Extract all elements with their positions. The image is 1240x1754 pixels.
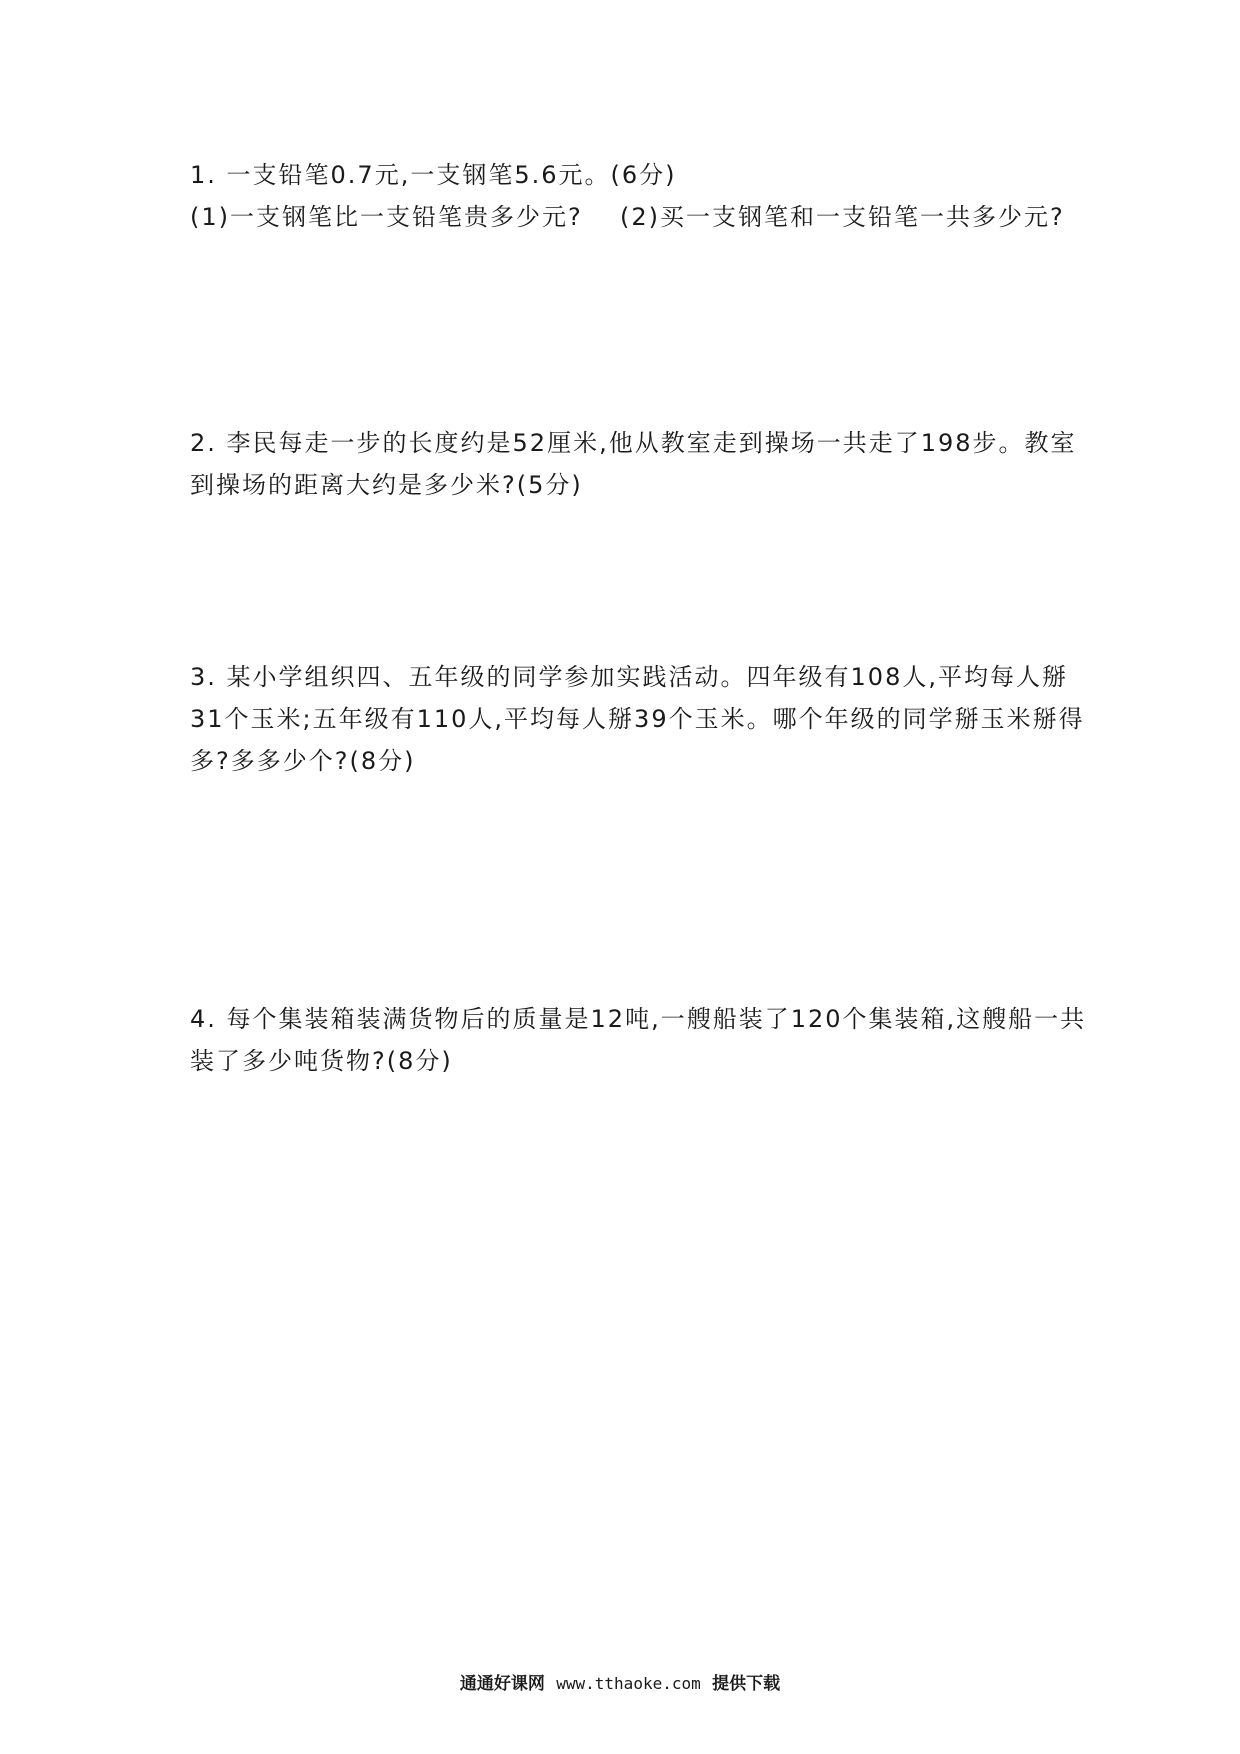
footer-site-name: 通通好课网	[459, 1674, 545, 1694]
problem-4-line-1: 4. 每个集装箱装满货物后的质量是12吨,一艘船装了120个集装箱,这艘船一共	[190, 1005, 1087, 1033]
footer-site-url[interactable]: www.tthaoke.com	[556, 1674, 701, 1693]
problem-1	[190, 154, 1065, 238]
problem-3-line-1: 3. 某小学组织四、五年级的同学参加实践活动。四年级有108人,平均每人掰	[190, 663, 1068, 691]
problem-1-sub-question-2: (2)买一支钢笔和一支铅笔一共多少元?	[620, 203, 1065, 231]
problem-3	[190, 656, 1085, 782]
problem-4	[190, 998, 1087, 1082]
problem-1-sub-questions	[190, 196, 1065, 238]
problem-1-line-1: 1. 一支铅笔0.7元,一支钢笔5.6元。(6分)	[190, 161, 677, 189]
problem-2-line-2: 到操场的距离大约是多少米?(5分)	[190, 471, 583, 499]
problem-3-line-2: 31个玉米;五年级有110人,平均每人掰39个玉米。哪个年级的同学掰玉米掰得	[190, 705, 1085, 733]
problem-2-line-1: 2. 李民每走一步的长度约是52厘米,他从教室走到操场一共走了198步。教室	[190, 429, 1077, 457]
problem-2	[190, 422, 1077, 506]
problem-1-sub-question-1: (1)一支钢笔比一支铅笔贵多少元?	[190, 203, 583, 231]
footer-provide-text: 提供下载	[712, 1674, 781, 1694]
problem-3-line-3: 多?多多少个?(8分)	[190, 747, 416, 775]
problem-4-line-2: 装了多少吨货物?(8分)	[190, 1047, 453, 1075]
page-footer	[0, 1672, 1240, 1696]
